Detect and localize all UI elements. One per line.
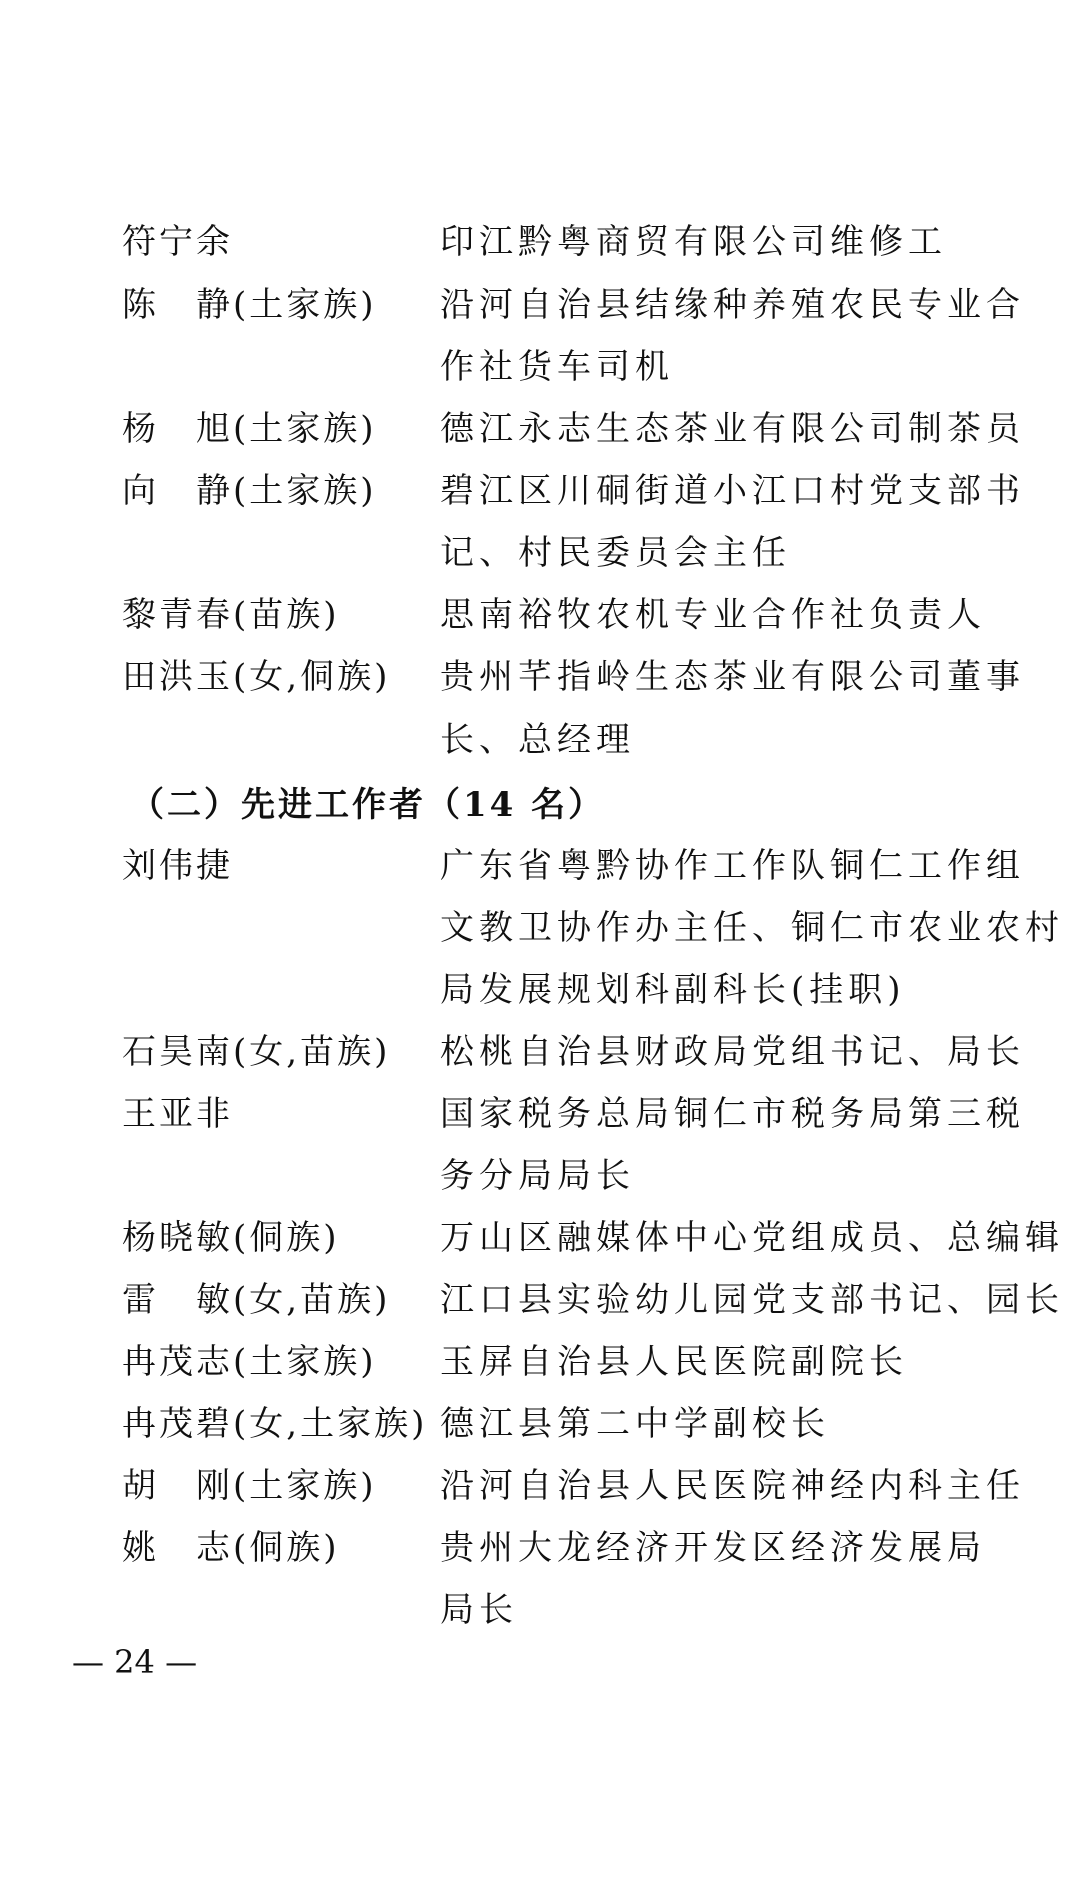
person-title: 沿河自治县结缘种养殖农民专业合 (440, 285, 1025, 325)
list-item (0, 1208, 1080, 1268)
list-item (0, 275, 1080, 335)
person-title: 德江县第二中学副校长 (440, 1404, 830, 1444)
list-item (0, 1332, 1080, 1392)
person-title: 务分局局长 (440, 1156, 635, 1196)
list-item (0, 1580, 1080, 1640)
person-name: 田洪玉(女,侗族) (122, 657, 391, 697)
list-item (0, 710, 1080, 770)
person-title: 贵州大龙经济开发区经济发展局 (440, 1528, 986, 1568)
person-title: 万山区融媒体中心党组成员、总编辑 (440, 1218, 1064, 1258)
person-name: 姚 志(侗族) (122, 1528, 340, 1568)
list-item (0, 1394, 1080, 1454)
list-item (0, 1518, 1080, 1578)
list-item (0, 1022, 1080, 1082)
person-title: 长、总经理 (440, 720, 635, 760)
person-title: 记、村民委员会主任 (440, 533, 791, 573)
person-title: 玉屏自治县人民医院副院长 (440, 1342, 908, 1382)
person-name: 石昊南(女,苗族) (122, 1032, 391, 1072)
person-name: 杨晓敏(侗族) (122, 1218, 340, 1258)
person-name: 胡 刚(土家族) (122, 1466, 377, 1506)
person-title: 局长 (440, 1590, 518, 1630)
list-item (0, 1456, 1080, 1516)
list-item (0, 212, 1080, 272)
person-name: 刘伟捷 (122, 846, 233, 886)
list-item (0, 1146, 1080, 1206)
person-title: 国家税务总局铜仁市税务局第三税 (440, 1094, 1025, 1134)
person-title: 印江黔粤商贸有限公司维修工 (440, 222, 947, 262)
list-item (0, 898, 1080, 958)
list-item (0, 399, 1080, 459)
person-title: 德江永志生态茶业有限公司制茶员 (440, 409, 1025, 449)
person-title: 松桃自治县财政局党组书记、局长 (440, 1032, 1025, 1072)
list-item (0, 1270, 1080, 1330)
person-title: 作社货车司机 (440, 347, 674, 387)
person-title: 广东省粤黔协作工作队铜仁工作组 (440, 846, 1025, 886)
person-name: 冉茂碧(女,土家族) (122, 1404, 428, 1444)
list-item (0, 461, 1080, 521)
person-name: 杨 旭(土家族) (122, 409, 377, 449)
person-title: 碧江区川硐街道小江口村党支部书 (440, 471, 1025, 511)
list-item (0, 523, 1080, 583)
person-title: 贵州芊指岭生态茶业有限公司董事 (440, 657, 1025, 697)
list-item (0, 1084, 1080, 1144)
person-title: 思南裕牧农机专业合作社负责人 (440, 595, 986, 635)
list-item (0, 960, 1080, 1020)
list-item (0, 836, 1080, 896)
person-title: 沿河自治县人民医院神经内科主任 (440, 1466, 1025, 1506)
person-name: 符宁余 (122, 222, 233, 262)
list-item (0, 337, 1080, 397)
page-number: — 24 — (72, 1643, 198, 1681)
person-name: 雷 敏(女,苗族) (122, 1280, 391, 1320)
person-name: 向 静(土家族) (122, 471, 377, 511)
section-heading: （二）先进工作者（14 名） (130, 785, 606, 825)
person-name: 陈 静(土家族) (122, 285, 377, 325)
person-title: 文教卫协作办主任、铜仁市农业农村 (440, 908, 1064, 948)
list-item (0, 647, 1080, 707)
person-name: 冉茂志(土家族) (122, 1342, 377, 1382)
person-name: 黎青春(苗族) (122, 595, 340, 635)
person-title: 局发展规划科副科长(挂职) (440, 970, 906, 1010)
list-item (0, 585, 1080, 645)
person-title: 江口县实验幼儿园党支部书记、园长 (440, 1280, 1064, 1320)
person-name: 王亚非 (122, 1094, 233, 1134)
